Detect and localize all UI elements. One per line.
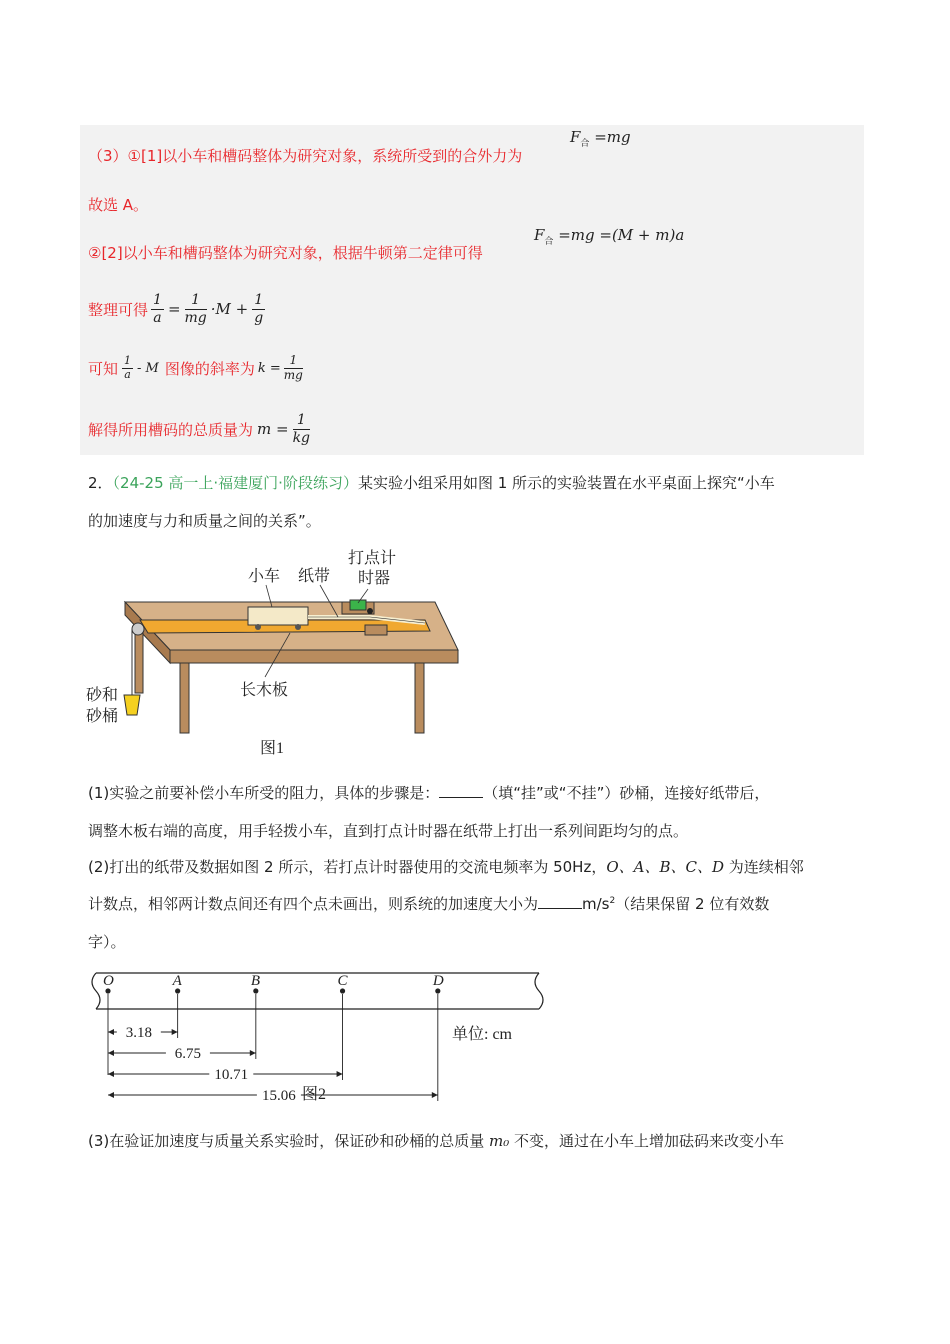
tape-point — [105, 988, 110, 993]
tape-edge — [96, 973, 539, 1009]
figure-2-tape — [84, 965, 554, 1110]
unit-label: 单位: cm — [452, 1026, 512, 1043]
table-leg — [180, 663, 189, 733]
label-bucket: 砂桶 — [86, 708, 119, 725]
tape-point — [340, 988, 345, 993]
label-tape: 纸带 — [298, 568, 331, 585]
answer-mass: 解得所用槽码的总质量为 m = $\frac{1}{kg}$ — [88, 412, 311, 446]
sub-question-2-line1: (2)打出的纸带及数据如图 2 所示，若打点计时器使用的交流电频率为 50Hz，O、A、B、C、D 为连续相邻 — [88, 858, 804, 876]
tape-point-label: A — [172, 973, 182, 989]
dimension-arrow — [108, 1071, 114, 1077]
label-timer: 时器 — [358, 570, 391, 587]
cart — [248, 607, 308, 625]
table-leg — [135, 633, 143, 693]
tape-point-label: O — [103, 973, 114, 989]
dimension-value: 15.06 — [262, 1088, 296, 1104]
tape-point — [435, 988, 440, 993]
block — [365, 625, 387, 635]
dimension-arrow — [432, 1092, 438, 1098]
tape-break-left — [92, 973, 100, 1009]
sub-question-2-line3: 字）。 — [88, 933, 126, 951]
fraction: $\frac{1}{mg}$ — [184, 292, 207, 326]
cart-wheel — [295, 624, 301, 630]
tape-point — [175, 988, 180, 993]
pulley — [132, 623, 144, 635]
sub-question-3-line1: (3)在验证加速度与质量关系实验时，保证砂和砂桶的总质量 m₀ 不变，通过在小车上增加砝码来改变小车 — [88, 1132, 785, 1150]
label-timer: 打点计 — [348, 550, 397, 567]
dimension-arrow — [337, 1071, 343, 1077]
dimension-lines — [108, 994, 438, 1104]
formula-net-force: $F_合 =mg$ — [570, 128, 631, 149]
question-stem-line1: 2．（24-25 高一上·福建厦门·阶段练习）某实验小组采用如图 1 所示的实验装置在水平桌面上探究“小车 — [88, 474, 775, 492]
sub-question-1-line1: (1)实验之前要补偿小车所受的阻力，具体的步骤是： （填“挂”或“不挂”）砂桶，连接好纸带后， — [88, 784, 770, 802]
dimension-value: 6.75 — [174, 1046, 202, 1062]
answer-rearrange: 整理可得 $\frac{1}{a}$ = $\frac{1}{mg}$ ·M + $\frac{1}{g}$ — [88, 292, 264, 326]
answer-part3-step2: ②[2]以小车和槽码整体为研究对象，根据牛顿第二定律可得 — [88, 244, 483, 262]
answer-blank[interactable] — [538, 894, 582, 909]
answer-choice: 故选 A。 — [88, 196, 149, 214]
table-edge — [170, 650, 458, 663]
answer-part3-step1: （3）①[1]以小车和槽码整体为研究对象，系统所受到的合外力为 — [88, 147, 523, 165]
tape-break-right — [535, 973, 543, 1009]
sub-question-1-line2: 调整木板右端的高度，用手轻拨小车，直到打点计时器在纸带上打出一系列间距均匀的点。 — [88, 822, 689, 840]
answer-blank[interactable] — [439, 783, 483, 798]
counting-points — [103, 973, 444, 994]
fraction: $\frac{1}{a}$ — [153, 292, 162, 326]
sand-bucket — [124, 695, 140, 715]
sub-question-2-line2: 计数点，相邻两计数点间还有四个点未画出，则系统的加速度大小为 $m/s^2$（结果保留 2 位有效数 — [88, 895, 770, 913]
label-board: 长木板 — [240, 682, 289, 699]
question-stem-line2: 的加速度与力和质量之间的关系”。 — [88, 512, 321, 530]
dimension-arrow — [172, 1029, 178, 1035]
figure-1-caption: 图1 — [260, 740, 285, 757]
label-car: 小车 — [248, 568, 281, 585]
tape-point-label: B — [250, 973, 260, 989]
tape-point-label: D — [432, 973, 444, 989]
timer-knob — [367, 608, 373, 614]
fraction: $\frac{1}{g}$ — [254, 292, 264, 326]
dimension-arrow — [250, 1050, 256, 1056]
tape-point-label: C — [337, 973, 348, 989]
fraction: $\frac{1}{kg}$ — [292, 412, 311, 446]
dimension-arrow — [108, 1050, 114, 1056]
fraction: $\frac{1}{mg}$ — [283, 352, 303, 382]
dimension-arrow — [108, 1029, 114, 1035]
dimension-value: 10.71 — [214, 1067, 249, 1083]
timer — [350, 600, 366, 610]
dimension-value: 3.18 — [125, 1025, 152, 1041]
dimension-arrow — [108, 1092, 114, 1098]
figure-1-apparatus — [80, 545, 480, 760]
cart-wheel — [255, 624, 261, 630]
table-leg — [415, 663, 424, 733]
figure-2-caption: 图2 — [302, 1086, 327, 1103]
tape-point — [253, 988, 258, 993]
fraction: $\frac{1}{a}$ — [124, 353, 132, 381]
answer-slope: 可知 $\frac{1}{a}$ - M 图像的斜率为 k = $\frac{1}{mg}$ — [88, 352, 303, 382]
formula-newton: $F_合 =mg =(M + m)a$ — [534, 226, 685, 247]
label-bucket: 砂和 — [86, 687, 119, 704]
